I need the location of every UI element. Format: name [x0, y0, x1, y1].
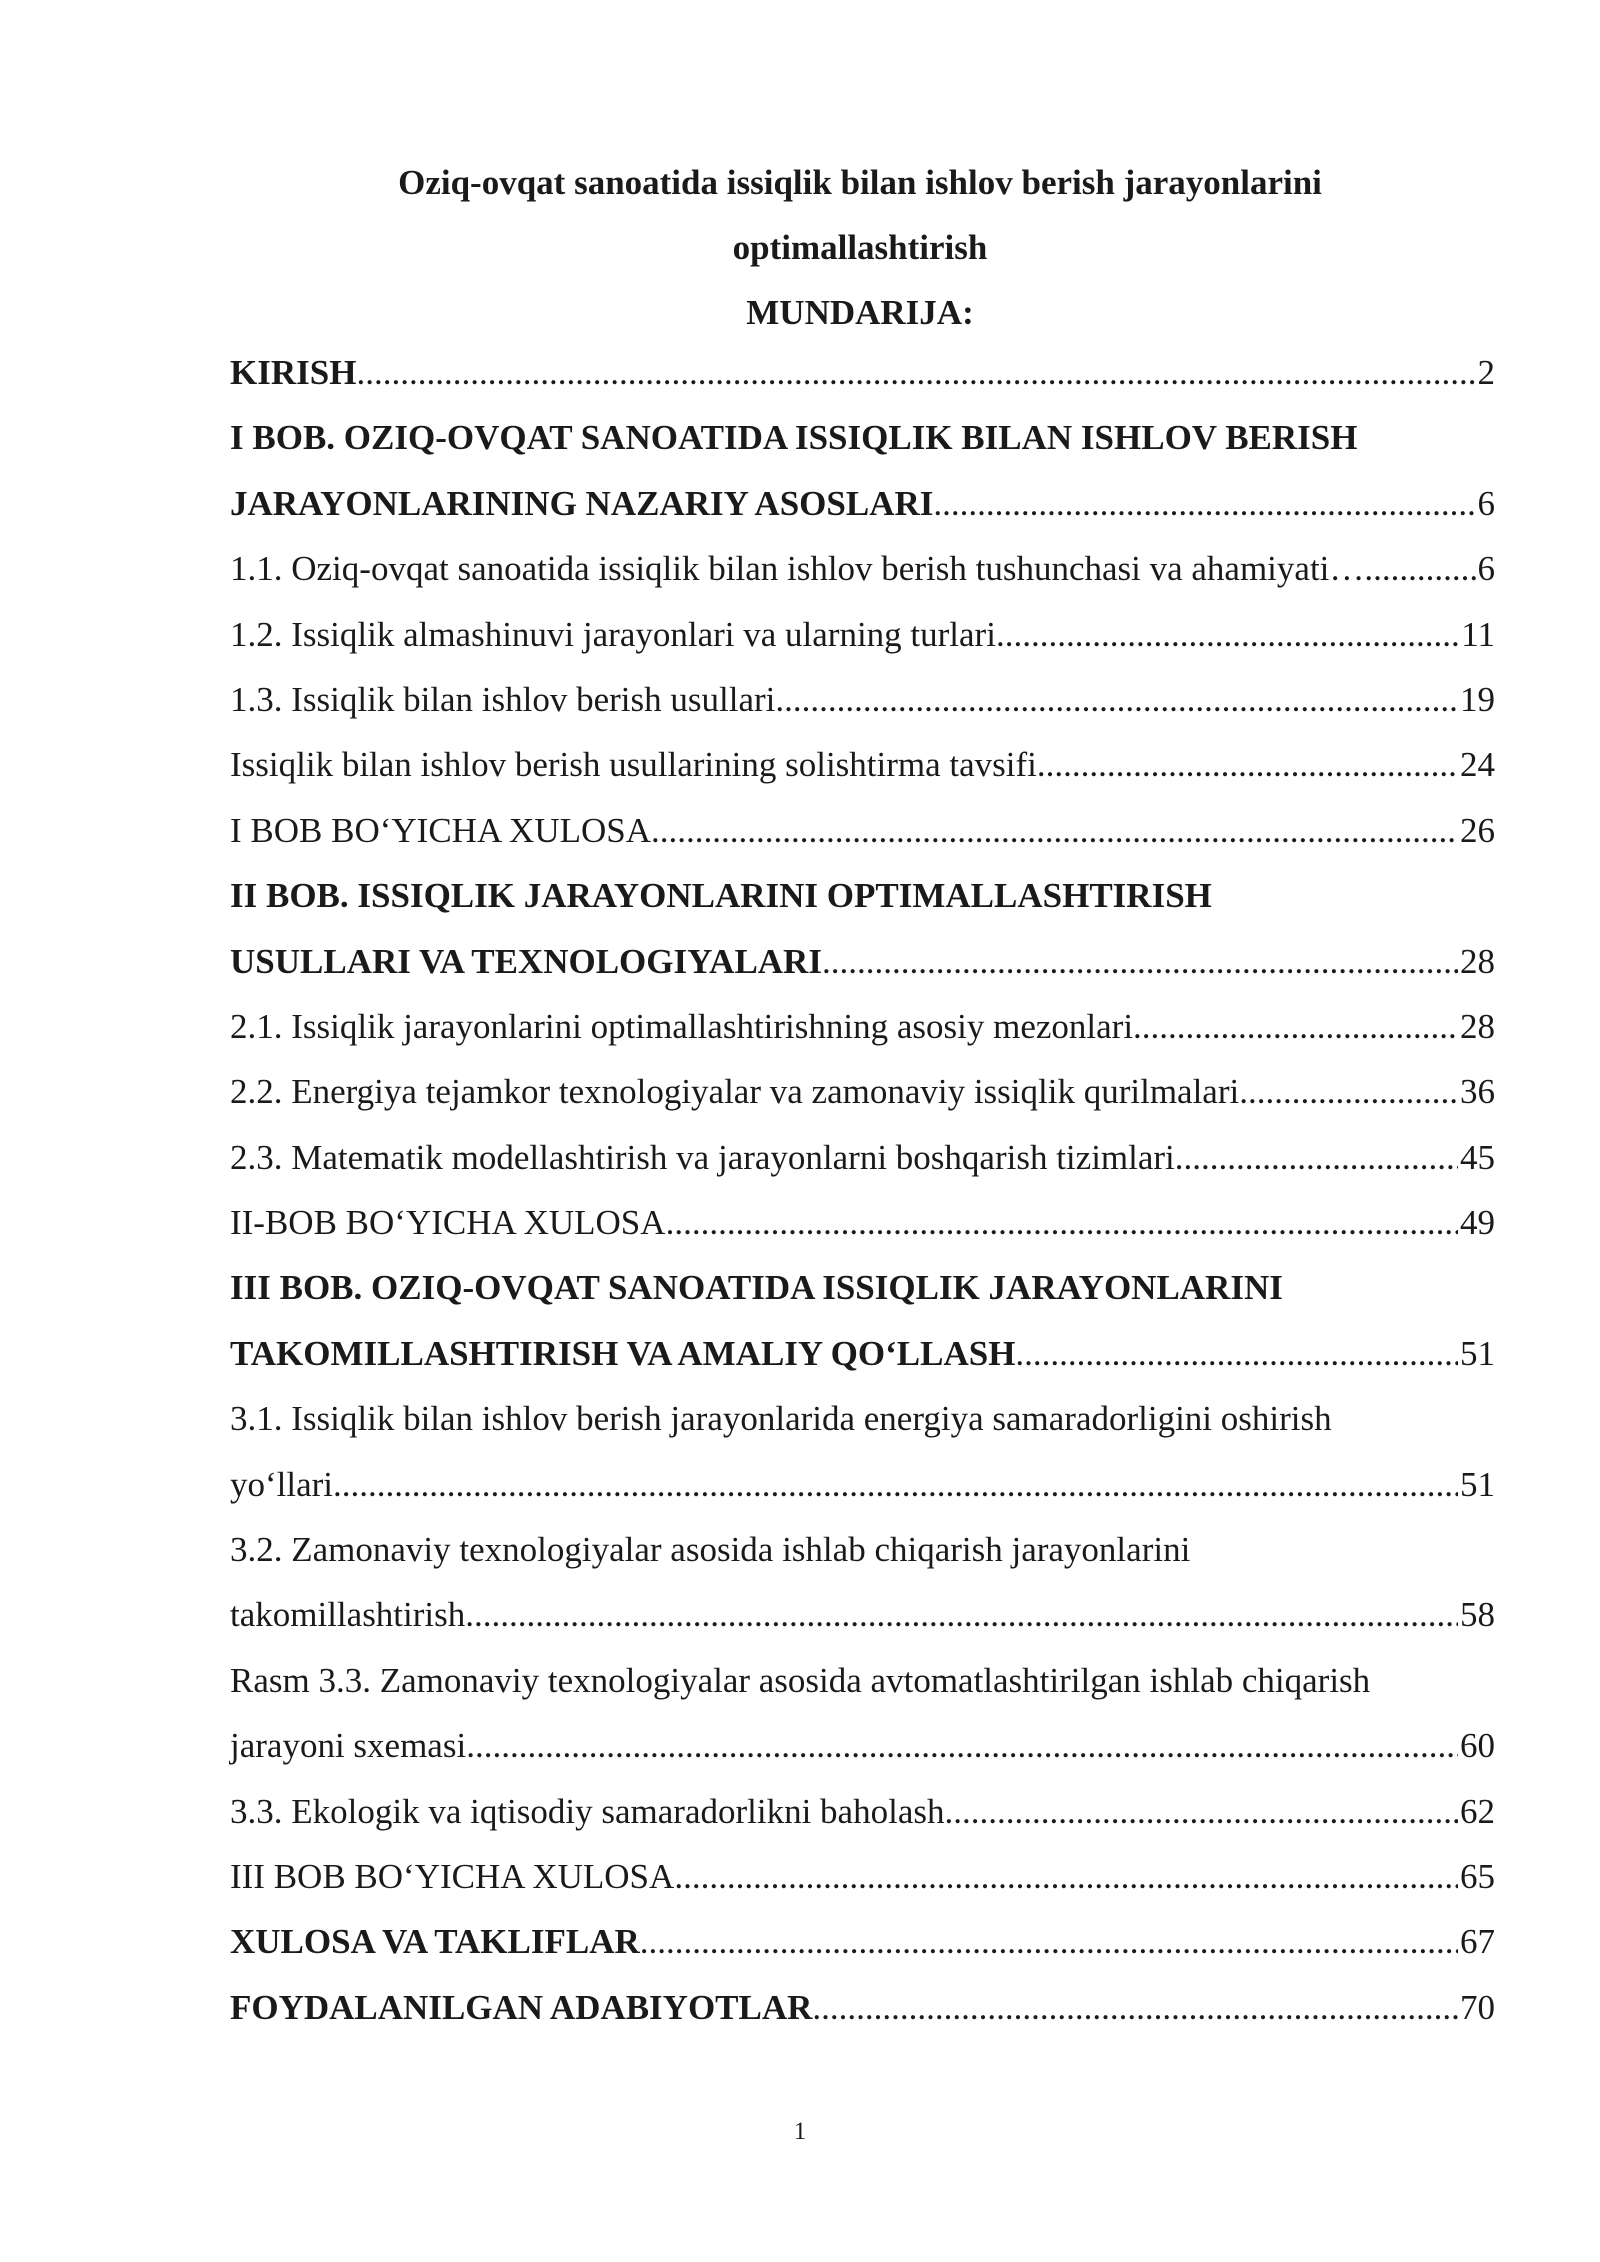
document-title-line-1: Oziq-ovqat sanoatida issiqlik bilan ishlov berish jarayonlarini: [398, 163, 1322, 202]
toc-entry[interactable]: [230, 1779, 1495, 1844]
contents-heading: MUNDARIJA:: [746, 293, 974, 332]
toc-dot-leader: [466, 1713, 1458, 1778]
toc-entry[interactable]: [230, 1321, 1495, 1386]
toc-entry[interactable]: [230, 602, 1495, 667]
document-title-line-2: optimallashtirish: [732, 228, 988, 267]
toc-entry-text: III BOB. OZIQ-OVQAT SANOATIDA ISSIQLIK JARAYONLARINI: [230, 1268, 1283, 1308]
toc-dot-leader: [356, 340, 1475, 405]
toc-entry-page-number: 51: [1460, 1464, 1495, 1504]
toc-entry[interactable]: [230, 340, 1495, 405]
toc-entry-page-number: 2: [1477, 353, 1495, 392]
toc-entry-text: 1.2. Issiqlik almashinuvi jarayonlari va ularning turlari: [230, 614, 996, 654]
toc-entry[interactable]: [230, 994, 1495, 1059]
toc-entry-text: XULOSA VA TAKLIFLAR: [230, 1922, 640, 1962]
toc-entry-text: Rasm 3.3. Zamonaviy texnologiyalar asosida avtomatlashtirilgan ishlab chiqarish: [230, 1660, 1371, 1700]
toc-entry-text: 3.3. Ekologik va iqtisodiy samaradorlikni baholash: [230, 1791, 945, 1831]
toc-entry[interactable]: [230, 1909, 1495, 1974]
toc-entry[interactable]: [230, 1713, 1495, 1778]
page-number: 1: [793, 2118, 807, 2145]
toc-entry-text: 2.2. Energiya tejamkor texnologiyalar va zamonaviy issiqlik qurilmalari: [230, 1072, 1240, 1112]
toc-dot-leader: [1133, 994, 1458, 1059]
toc-entry[interactable]: [230, 667, 1495, 732]
toc-entry[interactable]: [230, 863, 1495, 928]
toc-entry-text: JARAYONLARINING NAZARIY ASOSLARI: [230, 483, 934, 523]
toc-dot-leader: [1015, 1321, 1458, 1386]
toc-entry[interactable]: [230, 1452, 1495, 1517]
toc-entry-page-number: 51: [1460, 1333, 1495, 1373]
toc-entry[interactable]: [230, 929, 1495, 994]
toc-entry-page-number: 67: [1460, 1922, 1495, 1962]
toc-entry-text: FOYDALANILGAN ADABIYOTLAR: [230, 1987, 813, 2027]
toc-entry-page-number: 11: [1461, 614, 1495, 654]
toc-entry-page-number: 49: [1460, 1203, 1495, 1243]
toc-entry-page-number: 19: [1460, 679, 1495, 719]
toc-entry-text: I BOB BO‘YICHA XULOSA: [230, 810, 651, 850]
toc-entry[interactable]: [230, 1125, 1495, 1190]
toc-dot-leader: [666, 1190, 1458, 1255]
toc-dot-leader: [775, 667, 1458, 732]
toc-dot-leader: [651, 798, 1458, 863]
toc-entry-page-number: 6: [1477, 483, 1495, 523]
toc-entry-text: 3.1. Issiqlik bilan ishlov berish jarayonlarida energiya samaradorligini oshirish: [230, 1399, 1332, 1439]
toc-entry[interactable]: [230, 1844, 1495, 1909]
toc-entry[interactable]: [230, 1255, 1495, 1320]
toc-dot-leader: [640, 1909, 1458, 1974]
toc-entry[interactable]: [230, 471, 1495, 536]
toc-entry-text: 2.1. Issiqlik jarayonlarini optimallashtirishning asosiy mezonlari: [230, 1006, 1134, 1046]
toc-dot-leader: [944, 1779, 1458, 1844]
toc-entry-text: TAKOMILLASHTIRISH VA AMALIY QO‘LLASH: [230, 1333, 1016, 1373]
toc-entry-text: 2.3. Matematik modellashtirish va jarayonlarni boshqarish tizimlari: [230, 1137, 1175, 1177]
toc-entry-page-number: 60: [1460, 1726, 1495, 1766]
toc-entry-text: 3.2. Zamonaviy texnologiyalar asosida ishlab chiqarish jarayonlarini: [230, 1530, 1191, 1570]
toc-dot-leader: [1175, 1125, 1458, 1190]
toc-entry[interactable]: [230, 1582, 1495, 1647]
toc-entry-text: I BOB. OZIQ-OVQAT SANOATIDA ISSIQLIK BILAN ISHLOV BERISH: [230, 418, 1358, 458]
toc-entry[interactable]: [230, 1386, 1495, 1451]
toc-entry-page-number: 28: [1460, 1006, 1495, 1046]
toc-entry-page-number: 28: [1460, 941, 1495, 981]
toc-entry-page-number: 26: [1460, 810, 1495, 850]
toc-entry[interactable]: [230, 1975, 1495, 2040]
toc-dot-leader: [822, 929, 1458, 994]
toc-dot-leader: [333, 1452, 1458, 1517]
toc-entry-text: USULLARI VA TEXNOLOGIYALARI: [230, 941, 822, 981]
toc-dot-leader: [812, 1975, 1458, 2040]
toc-entry-page-number: 45: [1460, 1137, 1495, 1177]
toc-dot-leader: [465, 1582, 1458, 1647]
toc-entry[interactable]: [230, 798, 1495, 863]
toc-entry-text: jarayoni sxemasi: [230, 1726, 467, 1766]
toc-entry[interactable]: [230, 405, 1495, 470]
toc-entry-text: Issiqlik bilan ishlov berish usullarining solishtirma tavsifi: [230, 745, 1037, 785]
toc-entry-text: II BOB. ISSIQLIK JARAYONLARINI OPTIMALLASHTIRISH: [230, 876, 1212, 916]
table-of-contents: [230, 340, 1495, 2040]
toc-entry-page-number: 24: [1460, 745, 1495, 785]
toc-entry-page-number: 62: [1460, 1791, 1495, 1831]
toc-dot-leader: [1239, 1059, 1458, 1124]
toc-entry[interactable]: [230, 1517, 1495, 1582]
toc-dot-leader: [1364, 536, 1475, 601]
toc-entry-text: III BOB BO‘YICHA XULOSA: [230, 1856, 675, 1896]
toc-entry-page-number: 70: [1460, 1987, 1495, 2027]
toc-entry-text: 1.3. Issiqlik bilan ishlov berish usullari: [230, 679, 776, 719]
toc-dot-leader: [1037, 732, 1458, 797]
toc-dot-leader: [996, 602, 1459, 667]
toc-dot-leader: [674, 1844, 1458, 1909]
toc-entry-text: KIRISH: [230, 353, 357, 392]
toc-entry-page-number: 6: [1477, 549, 1495, 589]
toc-entry-page-number: 58: [1460, 1595, 1495, 1635]
toc-entry-page-number: 36: [1460, 1072, 1495, 1112]
toc-entry-text: 1.1. Oziq-ovqat sanoatida issiqlik bilan ishlov berish tushunchasi va ahamiyati…: [230, 549, 1365, 589]
toc-entry-page-number: 65: [1460, 1856, 1495, 1896]
toc-entry[interactable]: [230, 536, 1495, 601]
toc-entry[interactable]: [230, 1190, 1495, 1255]
toc-entry[interactable]: [230, 1648, 1495, 1713]
title-block: [230, 150, 1490, 345]
toc-entry[interactable]: [230, 1059, 1495, 1124]
toc-entry-text: yo‘llari: [230, 1464, 334, 1504]
toc-entry-text: II-BOB BO‘YICHA XULOSA: [230, 1203, 666, 1243]
toc-entry[interactable]: [230, 732, 1495, 797]
toc-dot-leader: [933, 471, 1475, 536]
toc-entry-text: takomillashtirish: [230, 1595, 466, 1635]
